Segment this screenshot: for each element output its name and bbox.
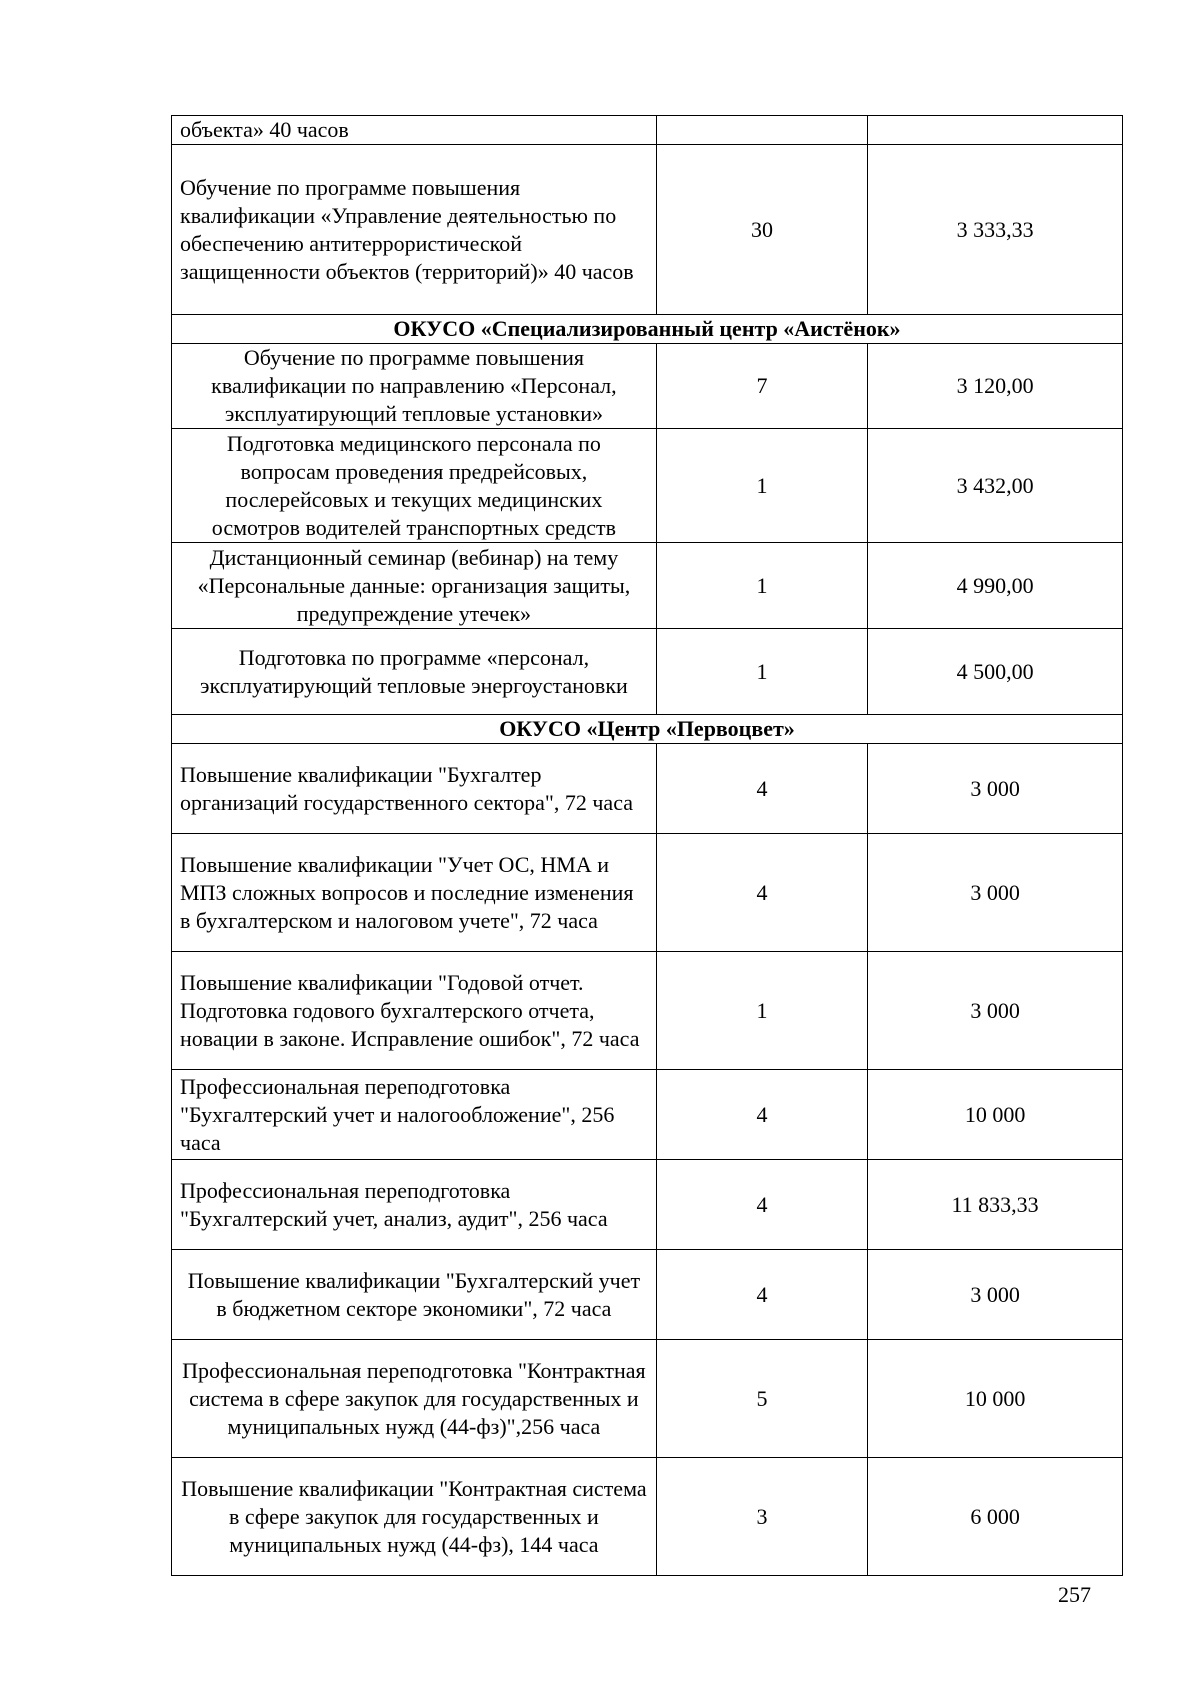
table-row bbox=[172, 116, 1123, 145]
quantity-cell: 1 bbox=[656, 543, 867, 629]
course-name-cell: Повышение квалификации "Бухгалтерский учет в бюджетном секторе экономики", 72 часа bbox=[172, 1250, 657, 1340]
cost-cell: 3 000 bbox=[868, 1250, 1123, 1340]
quantity-cell: 4 bbox=[656, 834, 867, 952]
table-row bbox=[172, 952, 1123, 1070]
table-row bbox=[172, 1070, 1123, 1160]
cost-cell: 10 000 bbox=[868, 1340, 1123, 1458]
cost-cell: 3 333,33 bbox=[868, 145, 1123, 315]
course-name-cell: объекта» 40 часов bbox=[172, 116, 657, 145]
quantity-cell: 4 bbox=[656, 744, 867, 834]
data-table bbox=[171, 115, 1123, 1576]
page-number: 257 bbox=[1058, 1582, 1091, 1607]
table-body bbox=[172, 116, 1123, 1576]
table-row bbox=[172, 1458, 1123, 1576]
quantity-cell: 4 bbox=[656, 1070, 867, 1160]
cost-cell: 3 120,00 bbox=[868, 344, 1123, 429]
quantity-cell: 4 bbox=[656, 1250, 867, 1340]
cost-cell: 3 000 bbox=[868, 834, 1123, 952]
table-row bbox=[172, 145, 1123, 315]
table-row bbox=[172, 1160, 1123, 1250]
quantity-cell: 1 bbox=[656, 629, 867, 715]
quantity-cell bbox=[656, 116, 867, 145]
cost-cell: 3 432,00 bbox=[868, 429, 1123, 543]
cost-cell: 3 000 bbox=[868, 952, 1123, 1070]
cost-cell: 11 833,33 bbox=[868, 1160, 1123, 1250]
quantity-cell: 5 bbox=[656, 1340, 867, 1458]
table-row bbox=[172, 834, 1123, 952]
table-row bbox=[172, 1250, 1123, 1340]
quantity-cell: 4 bbox=[656, 1160, 867, 1250]
quantity-cell: 3 bbox=[656, 1458, 867, 1576]
course-name-cell: Повышение квалификации "Учет ОС, НМА и МПЗ сложных вопросов и последние изменения в бухгалтерском и налоговом учете", 72 часа bbox=[172, 834, 657, 952]
course-name-cell: Дистанционный семинар (вебинар) на тему «Персональные данные: организация защиты, предупреждение утечек» bbox=[172, 543, 657, 629]
cost-cell: 4 990,00 bbox=[868, 543, 1123, 629]
table-row bbox=[172, 543, 1123, 629]
section-header: ОКУСО «Центр «Первоцвет» bbox=[172, 715, 1123, 744]
quantity-cell: 1 bbox=[656, 952, 867, 1070]
table-row bbox=[172, 1340, 1123, 1458]
table-row bbox=[172, 744, 1123, 834]
section-header-row bbox=[172, 315, 1123, 344]
cost-cell: 3 000 bbox=[868, 744, 1123, 834]
section-header-row bbox=[172, 715, 1123, 744]
course-name-cell: Повышение квалификации "Годовой отчет. Подготовка годового бухгалтерского отчета, новации в законе. Исправление ошибок", 72 часа bbox=[172, 952, 657, 1070]
course-name-cell: Обучение по программе повышения квалификации по направлению «Персонал, эксплуатирующий тепловые установки» bbox=[172, 344, 657, 429]
course-name-cell: Обучение по программе повышения квалификации «Управление деятельностью по обеспечению антитеррористической защищенности объектов (территорий)» 40 часов bbox=[172, 145, 657, 315]
course-name-cell: Подготовка по программе «персонал, эксплуатирующий тепловые энергоустановки bbox=[172, 629, 657, 715]
course-name-cell: Повышение квалификации "Бухгалтер организаций государственного сектора", 72 часа bbox=[172, 744, 657, 834]
course-name-cell: Профессиональная переподготовка "Бухгалтерский учет и налогообложение", 256 часа bbox=[172, 1070, 657, 1160]
quantity-cell: 7 bbox=[656, 344, 867, 429]
course-name-cell: Профессиональная переподготовка "Контрактная система в сфере закупок для государственных и муниципальных нужд (44-фз)",256 часа bbox=[172, 1340, 657, 1458]
table-row bbox=[172, 629, 1123, 715]
cost-cell: 6 000 bbox=[868, 1458, 1123, 1576]
cost-cell: 4 500,00 bbox=[868, 629, 1123, 715]
course-name-cell: Подготовка медицинского персонала по вопросам проведения предрейсовых, послерейсовых и текущих медицинских осмотров водителей транспортных средств bbox=[172, 429, 657, 543]
course-name-cell: Профессиональная переподготовка "Бухгалтерский учет, анализ, аудит", 256 часа bbox=[172, 1160, 657, 1250]
quantity-cell: 1 bbox=[656, 429, 867, 543]
quantity-cell: 30 bbox=[656, 145, 867, 315]
course-name-cell: Повышение квалификации "Контрактная система в сфере закупок для государственных и муниципальных нужд (44-фз), 144 часа bbox=[172, 1458, 657, 1576]
cost-cell bbox=[868, 116, 1123, 145]
cost-cell: 10 000 bbox=[868, 1070, 1123, 1160]
section-header: ОКУСО «Специализированный центр «Аистёнок» bbox=[172, 315, 1123, 344]
table-row bbox=[172, 344, 1123, 429]
table-row bbox=[172, 429, 1123, 543]
